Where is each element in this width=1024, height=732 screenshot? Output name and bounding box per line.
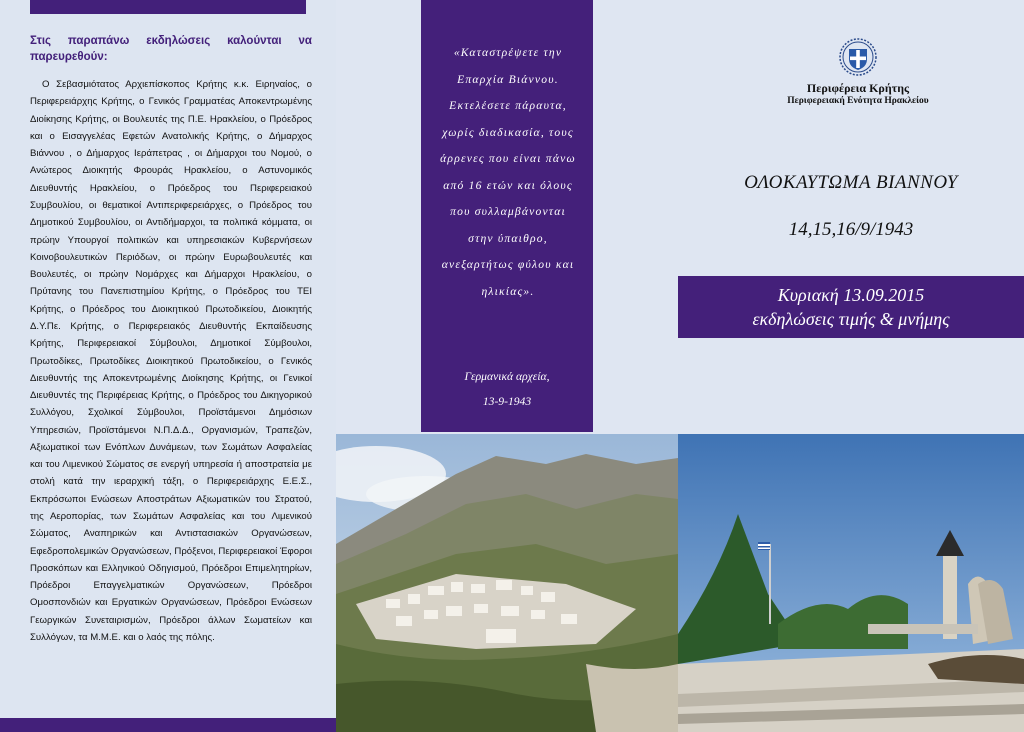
left-panel (0, 0, 336, 732)
village-photo (336, 434, 678, 732)
event-date-band (678, 276, 1024, 338)
memorial-photo (678, 434, 1024, 732)
cover-panel (678, 0, 1024, 434)
bottom-purple-bar (0, 718, 336, 732)
event-dates: 14,15,16/9/1943 (788, 219, 914, 240)
org-name: Περιφέρεια Κρήτης (806, 81, 910, 95)
top-purple-bar (30, 0, 306, 14)
invite-heading: Στις παραπάνω εκδηλώσεις καλούνται να παρευρεθούν: (30, 35, 312, 63)
quote-panel (421, 0, 593, 432)
quote-source (421, 364, 593, 414)
quote-text: «Καταστρέψετε την Επαρχία Βιάννου. Εκτελέσετε πάραυτα, χωρίς διαδικασία, τους άρρενες που είναι πάνω από 16 ετών και όλους που συλλαμβάνονται στην ύπαιθρο, ανεξαρτήτως φύλου και ηλικίας». (440, 46, 576, 298)
event-title: ΟΛΟΚΑΥΤΩΜΑ ΒΙΑΝΝΟΥ (744, 172, 958, 193)
event-day: Κυριακή 13.09.2015 (777, 285, 925, 305)
org-subtitle: Περιφερειακή Ενότητα Ηρακλείου (787, 96, 929, 106)
greek-coat-of-arms-icon (838, 37, 878, 77)
quote-source-name: Γερμανικά αρχεία, (464, 370, 550, 383)
attendees-list: Ο Σεβασμιότατος Αρχιεπίσκοπος Κρήτης κ.κ. Ειρηναίος, ο Περιφερειάρχης Κρήτης, ο Γενικός Γραμματέας Αποκεντρωμένης Διοίκησης Κρήτης, οι Βουλευτές της Π.Ε. Ηρακλείου, ο Πρόεδρος και ο Εισαγγελέας Εφετών Ανατολικής Κρήτης, ο Δήμαρχος Βιάννου , ο Δήμαρχος Ιεράπετρας , οι Δήμαρχοι του Νομού, ο Ανώτερος Διοικητής Φρουράς Ηρακλείου, ο Αστυνομικός Διευθυντής Ηρακλείου, ο Πρόεδρος του Περιφερειακού Συμβουλίου, οι θεματικοί Αντιπεριφερειάρχες, ο Πρόεδρος του Δημοτικού Συμβουλίου, οι Αντιδήμαρχοι, τα πολιτικά κόμματα, οι πρώην Υπουργοί πολιτικών και υπηρεσιακών Κυβερνήσεων Κοινοβουλευτικών Περιόδων, οι πρώην Ευρωβουλευτές και Βουλευτές, οι πρώην Νομάρχες και Δήμαρχοι Ηρακλείου, ο Πρύτανης του Πανεπιστημίου Κρήτης, ο Πρόεδρος του ΤΕΙ Κρήτης, ο Πρόεδρος του Διοικητικού Πρωτοδικείου, Διοικητής Δ.Υ.Πε. Κρήτης, ο Περιφερειακός Διευθυντής Εκπαίδευσης Κρήτης, Περιφερειακοί Σύμβουλοι, Δημοτικοί Σύμβουλοι, Πρωτοδίκες, Πρωτοδίκες Διοικητικού Πρωτοδικείου, ο Γενικός Διευθυντής της Αποκεντρωμένης Διοίκησης Κρήτης, οι Γενικοί Διευθυντές της Περιφέρειας Κρήτης, ο Πρόεδρος του Δικηγορικού Συλλόγου, Σχολικοί Σύμβουλοι, Προϊστάμενοι Δημόσιων Υπηρεσιών, Προϊστάμενοι Ν.Π.Δ.Δ., Οργανισμών, Τραπεζών, Αξιωματικοί των Ενόπλων Δυνάμεων, των Σωμάτων Ασφαλείας και του Λιμενικού Σώματος σε ενεργή υπηρεσία ή αποστρατεία με στολή κατά την ιεραρχική τάξη, ο Περιφερειάρχης Ε.Ε.Σ., Εκπρόσωποι Ενώσεων Αποστράτων Αξιωματικών του Στρατού, της Αεροπορίας, των Σωμάτων Ασφαλείας και του Λιμενικού Σώματος, Αναπηρικών και Αντιστασιακών Οργανώσεων, Εφεδροπολεμικών Οργανώσεων, Πρόξενοι, Περιφερειακοί Έφοροι Προσκόπων και Ελληνικού Οδηγισμού, Πρόεδροι Επιμελητηρίων, Πρόεδροι Επαγγελματικών Οργανώσεων, Πρόεδροι Ομοσπονδιών και Εργατικών Οργανώσεων, Πρόεδροι Ενώσεων Γεωργικών Συνεταιρισμών, Πρόεδροι άλλων Σωματείων και Συλλόγων, τα Μ.Μ.Ε. και ο λαός της πόλης. (30, 79, 312, 643)
event-description: εκδηλώσεις τιμής & μνήμης (752, 309, 950, 329)
quote-source-date: 13-9-1943 (482, 395, 532, 408)
